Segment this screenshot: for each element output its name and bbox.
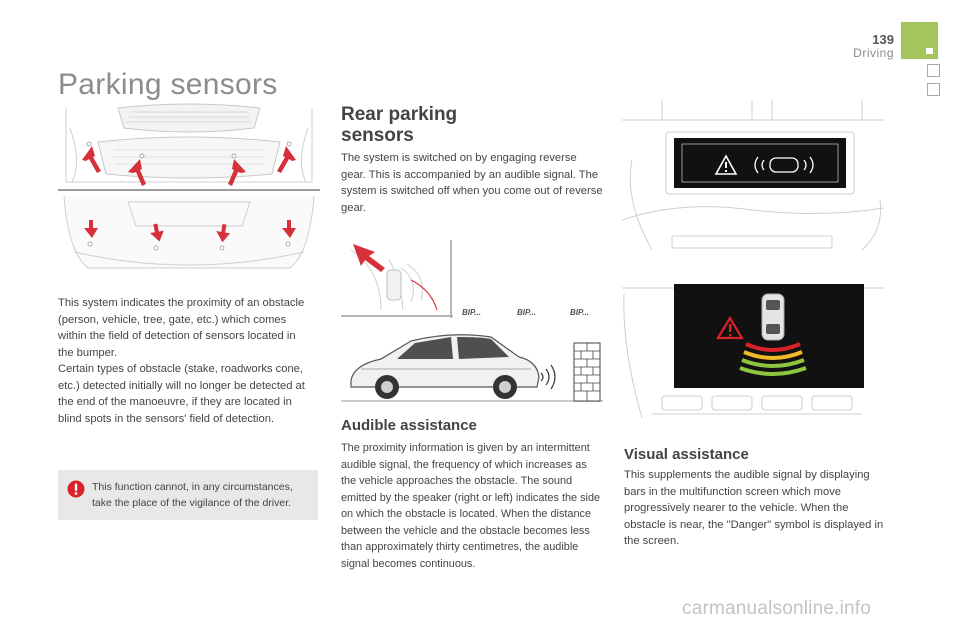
warning-text: This function cannot, in any circumstances, take the place of the vigilance of the driver.	[92, 481, 293, 509]
bip-label-3: BIP...	[570, 308, 589, 317]
rear-parking-heading	[341, 104, 457, 146]
chapter-label: Driving	[853, 46, 894, 60]
watermark: carmanualsonline.info	[682, 598, 872, 619]
chapter-tab-empty-2[interactable]	[927, 83, 940, 96]
page-title: Parking sensors	[58, 68, 278, 101]
visual-assistance-text: This supplements the audible signal by displaying bars in the multifunction screen which move progressively nearer to the vehicle. When the obstacle is near, the "Danger" symbol is displayed in the screen.	[624, 469, 884, 547]
bumper-sensors-illustration	[58, 102, 320, 280]
bip-label-2: BIP...	[517, 308, 536, 317]
audible-assistance-text: The proximity information is given by an intermittent audible signal, the frequency of which increases as the vehicle approaches the obstacle. The sound emitted by the speaker (right or left) indicates the side on which the obstacle is located. When the distance between the vehicle and the obstacle becomes less than approximately thirty centimetres, the audible signal becomes continuous.	[341, 442, 601, 570]
rear-heading-line-1: Rear parking	[341, 104, 458, 125]
multifunction-screen-illustration	[622, 278, 884, 434]
page-number: 139	[872, 32, 894, 47]
warning-icon	[67, 480, 85, 498]
intro-text	[58, 295, 306, 427]
warning-note	[58, 470, 318, 520]
dashboard-screen-illustration	[622, 100, 884, 270]
intro-paragraph-1: This system indicates the proximity of an obstacle (person, vehicle, tree, gate, etc.) which comes within the field of detection of sensors located in the bumper.	[58, 297, 305, 359]
rear-heading-line-2: sensors	[341, 125, 414, 146]
chapter-tab-marker	[926, 48, 933, 54]
audible-assistance-heading: Audible assistance	[341, 417, 477, 434]
chapter-tab[interactable]	[901, 22, 938, 59]
visual-assistance-heading: Visual assistance	[624, 446, 749, 463]
gear-lever-illustration	[341, 240, 453, 318]
bip-label-1: BIP...	[462, 308, 481, 317]
car-wall-illustration	[341, 325, 603, 403]
chapter-tab-empty-1[interactable]	[927, 64, 940, 77]
intro-paragraph-2: Certain types of obstacle (stake, roadworks cone, etc.) detected initially will no longer be detected at the end of the manoeuvre, if they are located in blind spots in the sensors' field of detection.	[58, 363, 305, 425]
rear-parking-text: The system is switched on by engaging reverse gear. This is accompanied by an audible signal. The system is switched off when you come out of reverse gear.	[341, 152, 603, 214]
